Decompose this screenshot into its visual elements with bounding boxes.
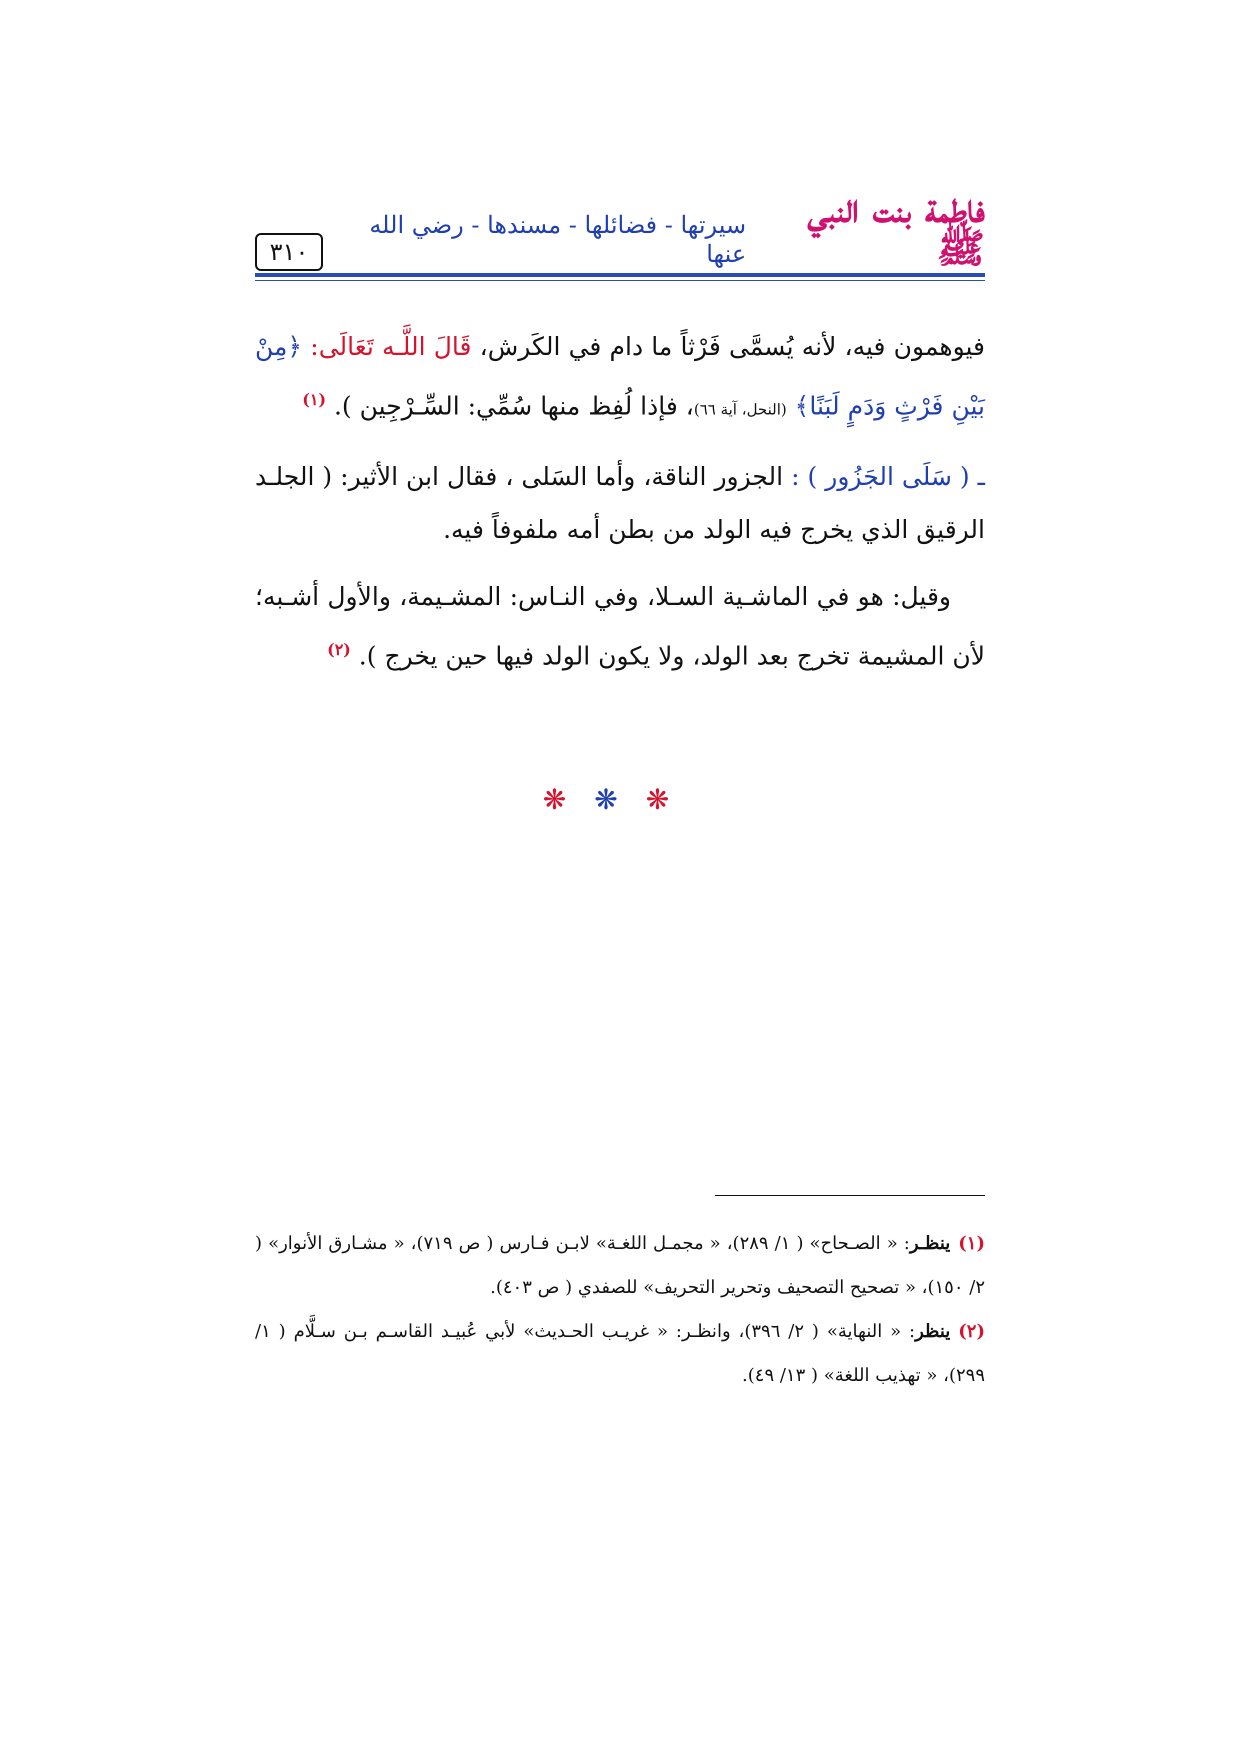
quran-intro: قَالَ اللَّـه تَعَالَى: bbox=[310, 332, 472, 361]
star-ornament-icon: ❋ bbox=[542, 783, 595, 816]
paragraph-1 bbox=[255, 320, 985, 436]
footnote-text: : « النهاية» ( ٢/ ٣٩٦)، وانظـر: « غريـب الحـديث» لأبي عُبيـد القاسـم بـن سـلَّام ( ١/ ٢٩٩)، « تهذيب اللغة» ( ١٣/ ٤٩). bbox=[255, 1321, 985, 1386]
footnote-text: : « الصـحاح» ( ١/ ٢٨٩)، « مجمـل اللغـة» لابـن فـارس ( ص ٧١٩)، « مشـارق الأنوار» ( ٢/ ١٥٠)، « تصحيح التصحيف وتحرير التحريف» للصفدي ( ص ٤٠٣). bbox=[255, 1233, 985, 1298]
footnote-lead: ينظر bbox=[915, 1321, 951, 1342]
title-subtitle: سيرتها - فضائلها - مسندها - رضي الله عنها bbox=[369, 211, 747, 269]
section-divider-stars bbox=[0, 783, 1240, 816]
main-text bbox=[255, 320, 985, 683]
footnote-ref-1[interactable]: (١) bbox=[302, 390, 327, 409]
footnote-separator bbox=[715, 1195, 985, 1196]
p2-text: الجزور الناقة، وأما السَلى ، فقال ابن الأثير: ( الجلـد الرقيق الذي يخرج فيه الولد من بطن أمه ملفوفاً فيه. bbox=[255, 462, 985, 545]
footnote-ref-2[interactable]: (٢) bbox=[327, 640, 351, 660]
star-ornament-icon: ❋ bbox=[645, 783, 698, 816]
term-heading: ـ ( سَلَى الجَزُور ) : bbox=[791, 462, 985, 492]
header-rule-thin bbox=[255, 280, 985, 281]
footnote-number: (٢) bbox=[958, 1321, 985, 1342]
page-number: ٣١٠ bbox=[255, 233, 323, 271]
p1-text-1: فيوهمون فيه، لأنه يُسمَّى فَرْثاً ما دام في الكَرش، bbox=[471, 332, 985, 361]
paragraph-2 bbox=[255, 450, 985, 556]
paragraph-3 bbox=[255, 570, 985, 682]
footnote-lead: ينظـر bbox=[909, 1233, 951, 1254]
footnote-2 bbox=[255, 1310, 985, 1398]
p1-text-2: ، فإذا لُفِظ منها سُمِّي: السِّـرْجِين ). bbox=[326, 391, 694, 421]
quran-verse: ﴿مِنْ بَيْنِ فَرْثٍ وَدَمٍ لَبَنًا﴾ bbox=[255, 332, 985, 421]
footnote-1 bbox=[255, 1222, 985, 1310]
p3-text: وقيل: هو في الماشـية السـلا، وفي النـاس: المشـيمة، والأول أشـبه؛ لأن المشيمة تخرج بعد الولد، ولا يكون الولد فيها حين يخرج ). bbox=[255, 582, 985, 671]
footnote-number: (١) bbox=[958, 1233, 985, 1254]
verse-reference: (النحل، آية ٦٦) bbox=[693, 400, 787, 419]
book-title bbox=[345, 185, 985, 272]
title-main: فاطمة بنت النبي ﷺ bbox=[807, 185, 985, 272]
footnotes bbox=[255, 1222, 985, 1398]
header-rule-thick bbox=[255, 273, 985, 277]
star-ornament-icon: ❋ bbox=[594, 783, 646, 816]
page-header bbox=[255, 185, 985, 280]
